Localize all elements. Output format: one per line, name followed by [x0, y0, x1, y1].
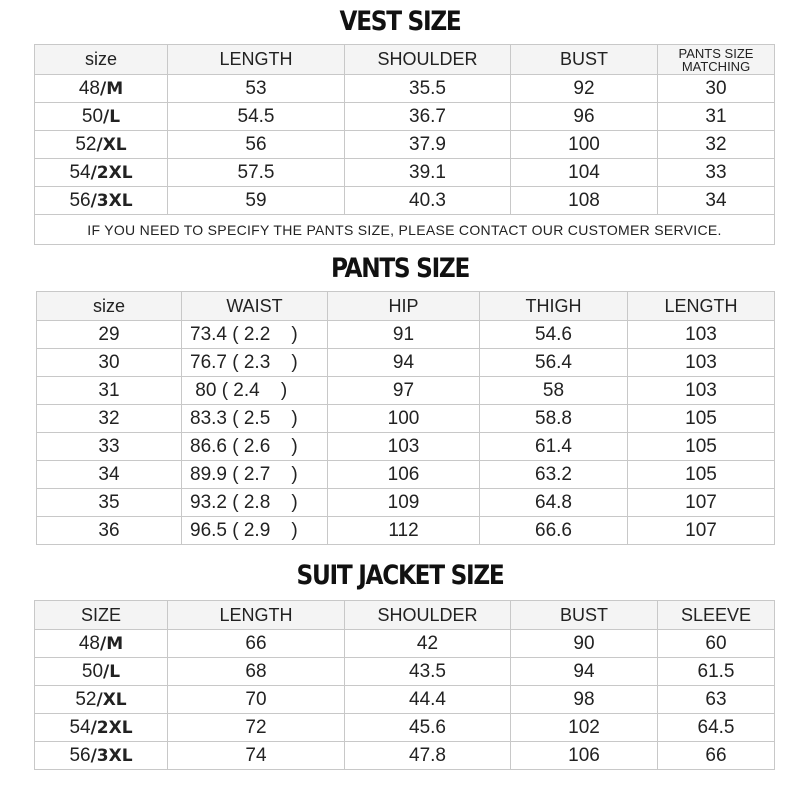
size-cell: [35, 686, 168, 714]
header-line: PANTS SIZE: [678, 45, 754, 61]
size-letter: /3XL: [90, 745, 133, 766]
waist-cell: 89.9 ( 2.7 ): [182, 461, 328, 489]
table-row: [35, 658, 775, 686]
table-row: [35, 742, 775, 770]
size-cell: 31: [37, 377, 182, 405]
size-cell: [35, 103, 168, 131]
hip-cell: 109: [328, 489, 480, 517]
size-number: 50: [81, 660, 104, 682]
size-cell: [35, 658, 168, 686]
size-cell: 35: [37, 489, 182, 517]
table-row: [37, 405, 775, 433]
size-number: 54: [69, 716, 91, 738]
note-row: [35, 215, 775, 245]
table-row: [35, 714, 775, 742]
pants-size-table: [36, 291, 775, 545]
column-header: HIP: [328, 292, 480, 321]
thigh-cell: 58.8: [480, 405, 628, 433]
length-cell: 54.5: [168, 103, 345, 131]
length-cell: 57.5: [168, 159, 345, 187]
size-letter: /2XL: [90, 162, 133, 183]
table-header-row: [35, 45, 775, 75]
pants-cell: 34: [658, 187, 775, 215]
size-letter: /2XL: [90, 717, 133, 738]
sleeve-cell: 61.5: [658, 658, 775, 686]
table-row: [35, 686, 775, 714]
thigh-cell: 56.4: [480, 349, 628, 377]
column-header: BUST: [511, 601, 658, 630]
length-cell: 74: [168, 742, 345, 770]
waist-cell: 93.2 ( 2.8 ): [182, 489, 328, 517]
size-cell: [35, 75, 168, 103]
table-row: [37, 349, 775, 377]
header-line: MATCHING: [681, 58, 751, 74]
size-cell: [35, 742, 168, 770]
length-cell: 56: [168, 131, 345, 159]
table-row: [37, 461, 775, 489]
thigh-cell: 54.6: [480, 321, 628, 349]
shoulder-cell: 37.9: [345, 131, 511, 159]
table-row: [35, 630, 775, 658]
size-letter: /XL: [96, 689, 127, 710]
table-row: [35, 75, 775, 103]
bust-cell: 100: [511, 131, 658, 159]
pants-cell: 30: [658, 75, 775, 103]
sleeve-cell: 64.5: [658, 714, 775, 742]
contact-note: IF YOU NEED TO SPECIFY THE PANTS SIZE, PLEASE CONTACT OUR CUSTOMER SERVICE.: [35, 215, 775, 245]
column-header: SIZE: [35, 601, 168, 630]
shoulder-cell: 44.4: [345, 686, 511, 714]
length-cell: 70: [168, 686, 345, 714]
column-header: SHOULDER: [345, 45, 511, 75]
size-number: 56: [69, 189, 91, 211]
hip-cell: 106: [328, 461, 480, 489]
thigh-cell: 58: [480, 377, 628, 405]
length-cell: 103: [628, 349, 775, 377]
hip-cell: 100: [328, 405, 480, 433]
size-cell: 34: [37, 461, 182, 489]
column-header: SHOULDER: [345, 601, 511, 630]
hip-cell: 103: [328, 433, 480, 461]
column-header: SLEEVE: [658, 601, 775, 630]
shoulder-cell: 43.5: [345, 658, 511, 686]
table-header-row: [37, 292, 775, 321]
size-cell: 30: [37, 349, 182, 377]
bust-cell: 102: [511, 714, 658, 742]
pants-cell: 32: [658, 131, 775, 159]
size-cell: 29: [37, 321, 182, 349]
shoulder-cell: 45.6: [345, 714, 511, 742]
shoulder-cell: 47.8: [345, 742, 511, 770]
pants-size-title: PANTS SIZE: [330, 253, 470, 284]
thigh-cell: 63.2: [480, 461, 628, 489]
column-header: LENGTH: [628, 292, 775, 321]
vest-size-table: [34, 44, 775, 245]
size-number: 48: [78, 77, 100, 99]
length-cell: 107: [628, 489, 775, 517]
table-header-row: [35, 601, 775, 630]
bust-cell: 104: [511, 159, 658, 187]
table-row: [35, 103, 775, 131]
hip-cell: 97: [328, 377, 480, 405]
pants-cell: 31: [658, 103, 775, 131]
length-cell: 107: [628, 517, 775, 545]
thigh-cell: 64.8: [480, 489, 628, 517]
table-row: [35, 131, 775, 159]
size-letter: /L: [103, 661, 121, 682]
bust-cell: 108: [511, 187, 658, 215]
size-cell: [35, 714, 168, 742]
length-cell: 59: [168, 187, 345, 215]
sleeve-cell: 66: [658, 742, 775, 770]
hip-cell: 112: [328, 517, 480, 545]
size-cell: [35, 630, 168, 658]
length-cell: 105: [628, 461, 775, 489]
sleeve-cell: 60: [658, 630, 775, 658]
table-row: [35, 187, 775, 215]
shoulder-cell: 36.7: [345, 103, 511, 131]
bust-cell: 96: [511, 103, 658, 131]
waist-cell: 83.3 ( 2.5 ): [182, 405, 328, 433]
column-header: BUST: [511, 45, 658, 75]
shoulder-cell: 39.1: [345, 159, 511, 187]
bust-cell: 106: [511, 742, 658, 770]
size-cell: [35, 159, 168, 187]
column-header: size: [37, 292, 182, 321]
column-header: THIGH: [480, 292, 628, 321]
bust-cell: 90: [511, 630, 658, 658]
length-cell: 103: [628, 377, 775, 405]
size-cell: 32: [37, 405, 182, 433]
size-letter: /L: [103, 106, 121, 127]
shoulder-cell: 42: [345, 630, 511, 658]
length-cell: 53: [168, 75, 345, 103]
thigh-cell: 61.4: [480, 433, 628, 461]
size-letter: /M: [100, 78, 124, 99]
waist-cell: 76.7 ( 2.3 ): [182, 349, 328, 377]
size-letter: /XL: [96, 134, 127, 155]
thigh-cell: 66.6: [480, 517, 628, 545]
size-cell: 33: [37, 433, 182, 461]
length-cell: 105: [628, 433, 775, 461]
waist-cell: 96.5 ( 2.9 ): [182, 517, 328, 545]
waist-cell: 86.6 ( 2.6 ): [182, 433, 328, 461]
table-row: [37, 489, 775, 517]
length-cell: 103: [628, 321, 775, 349]
column-header-pants-matching: [658, 45, 775, 75]
waist-cell: 73.4 ( 2.2 ): [182, 321, 328, 349]
column-header: size: [35, 45, 168, 75]
table-row: [37, 517, 775, 545]
column-header: WAIST: [182, 292, 328, 321]
length-cell: 72: [168, 714, 345, 742]
hip-cell: 91: [328, 321, 480, 349]
shoulder-cell: 35.5: [345, 75, 511, 103]
size-number: 48: [78, 632, 100, 654]
size-cell: [35, 131, 168, 159]
length-cell: 105: [628, 405, 775, 433]
waist-cell: 80 ( 2.4 ): [182, 377, 328, 405]
jacket-size-table: [34, 600, 775, 770]
table-row: [37, 321, 775, 349]
size-number: 52: [75, 133, 97, 155]
length-cell: 66: [168, 630, 345, 658]
table-row: [35, 159, 775, 187]
bust-cell: 98: [511, 686, 658, 714]
table-row: [37, 377, 775, 405]
column-header: LENGTH: [168, 45, 345, 75]
size-number: 52: [75, 688, 97, 710]
bust-cell: 92: [511, 75, 658, 103]
size-cell: 36: [37, 517, 182, 545]
pants-cell: 33: [658, 159, 775, 187]
size-letter: /3XL: [90, 190, 133, 211]
size-letter: /M: [100, 633, 124, 654]
sleeve-cell: 63: [658, 686, 775, 714]
size-number: 54: [69, 161, 91, 183]
vest-size-title: VEST SIZE: [339, 6, 461, 37]
bust-cell: 94: [511, 658, 658, 686]
hip-cell: 94: [328, 349, 480, 377]
column-header: LENGTH: [168, 601, 345, 630]
length-cell: 68: [168, 658, 345, 686]
size-number: 56: [69, 744, 91, 766]
size-number: 50: [81, 105, 104, 127]
size-cell: [35, 187, 168, 215]
shoulder-cell: 40.3: [345, 187, 511, 215]
table-row: [37, 433, 775, 461]
jacket-size-title: SUIT JACKET SIZE: [296, 560, 504, 591]
